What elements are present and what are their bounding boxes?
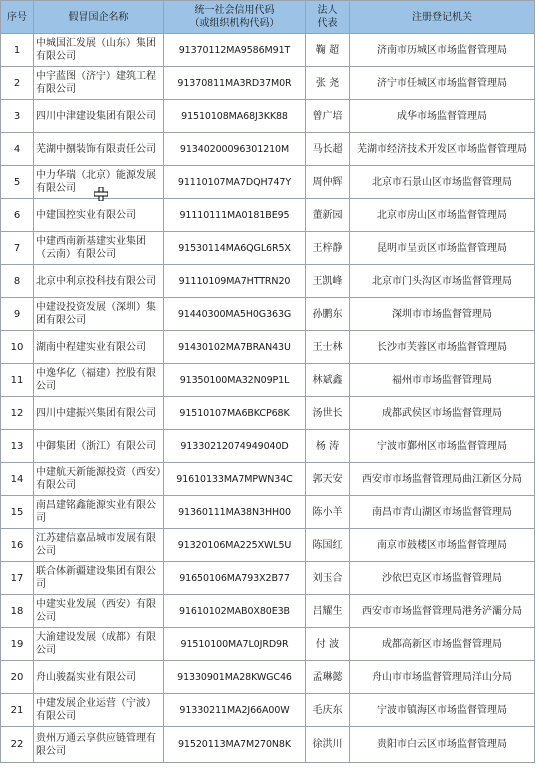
header-code-line2: （或组织机构代码） [189, 18, 280, 29]
header-rep-line2: 代表 [317, 18, 338, 29]
table-row [1, 562, 535, 595]
cell-credit-code: 91370112MA9586M91T [164, 34, 306, 67]
cell-legal-rep: 孟琳懿 [306, 661, 350, 694]
cell-authority: 成华市场监督管理局 [350, 100, 535, 133]
table-row [1, 661, 535, 694]
cell-no: 12 [1, 397, 34, 430]
table-row [1, 298, 535, 331]
cell-credit-code: 91330901MA28KWGC46 [164, 661, 306, 694]
cell-legal-rep: 曾广培 [306, 100, 350, 133]
cell-credit-code: 91610102MAB0X80E3B [164, 595, 306, 628]
cell-credit-code: 91530114MA6QGL6R5X [164, 232, 306, 265]
cell-credit-code: 91650106MA793X2B77 [164, 562, 306, 595]
cell-credit-code: 91330211MA2J66A00W [164, 694, 306, 727]
cell-credit-code: 91510100MA7L0JRD9R [164, 628, 306, 661]
cell-no: 2 [1, 67, 34, 100]
cell-company-name: 舟山骏磊实业有限公司 [34, 661, 164, 694]
table-row [1, 496, 535, 529]
cell-legal-rep: 林斌鑫 [306, 364, 350, 397]
cell-company-name: 江苏建信嘉品城市发展有限公司 [34, 529, 164, 562]
cell-credit-code: 91430102MA7BRAN43U [164, 331, 306, 364]
cell-legal-rep: 徐洪川 [306, 727, 350, 763]
cell-company-name: 四川中建振兴集团有限公司 [34, 397, 164, 430]
table-row [1, 67, 535, 100]
cell-company-name: 南昌建铭鑫能源实业有限公司 [34, 496, 164, 529]
cell-no: 22 [1, 727, 34, 763]
table-row [1, 628, 535, 661]
cell-legal-rep: 郭天安 [306, 463, 350, 496]
cell-authority: 宁波市镇海区市场监督管理局 [350, 694, 535, 727]
cell-legal-rep: 马长超 [306, 133, 350, 166]
table-row [1, 430, 535, 463]
cell-authority: 南昌市青山湖区市场监督管理局 [350, 496, 535, 529]
table-row [1, 232, 535, 265]
header-no: 序号 [1, 1, 34, 34]
cell-legal-rep: 王士林 [306, 331, 350, 364]
cell-no: 11 [1, 364, 34, 397]
table-row [1, 463, 535, 496]
cell-authority: 贵阳市白云区市场监督管理局 [350, 727, 535, 763]
cell-authority: 济宁市任城区市场监督管理局 [350, 67, 535, 100]
cell-credit-code: 91610133MA7MPWN34C [164, 463, 306, 496]
table-row [1, 364, 535, 397]
cell-no: 18 [1, 595, 34, 628]
cell-credit-code: 91110107MA7DQH747Y [164, 166, 306, 199]
cell-legal-rep: 周仲辉 [306, 166, 350, 199]
cell-authority: 深圳市市场监督管理局 [350, 298, 535, 331]
cell-legal-rep: 付 波 [306, 628, 350, 661]
cell-authority: 北京市门头沟区市场监督管理局 [350, 265, 535, 298]
cell-legal-rep: 张 尧 [306, 67, 350, 100]
cell-legal-rep: 刘玉合 [306, 562, 350, 595]
cell-legal-rep: 杨 涛 [306, 430, 350, 463]
cell-company-name: 中建航天新能源投资（西安）有限公司 [34, 463, 164, 496]
cell-credit-code: 91510108MA68J3KK88 [164, 100, 306, 133]
table-row [1, 166, 535, 199]
table-row [1, 265, 535, 298]
cell-authority: 西安市市场监督管理局港务浐灞分局 [350, 595, 535, 628]
cell-credit-code: 91110109MA7HTTRN20 [164, 265, 306, 298]
cell-company-name: 中逸华亿（福建）控股有限公司 [34, 364, 164, 397]
cell-no: 3 [1, 100, 34, 133]
cell-no: 4 [1, 133, 34, 166]
header-row [1, 1, 535, 34]
cell-legal-rep: 鞠 超 [306, 34, 350, 67]
cell-authority: 芜湖市经济技术开发区市场监督管理局 [350, 133, 535, 166]
cell-no: 16 [1, 529, 34, 562]
cell-company-name: 中城国汇发展（山东）集团有限公司 [34, 34, 164, 67]
cell-no: 8 [1, 265, 34, 298]
cell-credit-code: 91110111MA0181BE95 [164, 199, 306, 232]
cell-company-name: 联合体新疆建设集团有限公司 [34, 562, 164, 595]
cell-credit-code: 91440300MA5H0G363G [164, 298, 306, 331]
cell-company-name: 芜湖中捌装饰有限责任公司 [34, 133, 164, 166]
cell-credit-code: 91360111MA38N3HH00 [164, 496, 306, 529]
cell-authority: 南京市鼓楼区市场监督管理局 [350, 529, 535, 562]
cell-no: 15 [1, 496, 34, 529]
cell-company-name: 中建国控实业有限公司 [34, 199, 164, 232]
table-row [1, 331, 535, 364]
cell-authority: 成都武侯区市场监督管理局 [350, 397, 535, 430]
cell-credit-code: 91350100MA32N09P1L [164, 364, 306, 397]
cell-authority: 北京市石景山区市场监督管理局 [350, 166, 535, 199]
cell-no: 20 [1, 661, 34, 694]
cell-no: 5 [1, 166, 34, 199]
cell-credit-code: 91520113MA7M270N8K [164, 727, 306, 763]
cell-credit-code: 91340200096301210M [164, 133, 306, 166]
cell-authority: 福州市市场监督管理局 [350, 364, 535, 397]
cell-legal-rep: 毛庆东 [306, 694, 350, 727]
cell-no: 14 [1, 463, 34, 496]
cell-legal-rep: 汤世长 [306, 397, 350, 430]
cell-authority: 沙依巴克区市场监督管理局 [350, 562, 535, 595]
cell-authority: 成都高新区市场监督管理局 [350, 628, 535, 661]
cell-company-name: 大渝建设发展（成都）有限公司 [34, 628, 164, 661]
table-row [1, 100, 535, 133]
cell-credit-code: 91320106MA225XWL5U [164, 529, 306, 562]
cell-no: 19 [1, 628, 34, 661]
cell-authority: 宁波市鄞州区市场监督管理局 [350, 430, 535, 463]
cell-no: 10 [1, 331, 34, 364]
cell-company-name: 贵州万通云享供应链管理有限公司 [34, 727, 164, 763]
cell-authority: 长沙市芙蓉区市场监督管理局 [350, 331, 535, 364]
table-row [1, 727, 535, 763]
cell-authority: 济南市历城区市场监督管理局 [350, 34, 535, 67]
cell-company-name: 四川中津建设集团有限公司 [34, 100, 164, 133]
cell-no: 6 [1, 199, 34, 232]
cell-no: 17 [1, 562, 34, 595]
header-code [164, 1, 306, 34]
cell-company-name: 中建发展企业运营（宁波）有限公司 [34, 694, 164, 727]
cell-company-name: 中御集团（浙江）有限公司 [34, 430, 164, 463]
cell-legal-rep: 陈国红 [306, 529, 350, 562]
cell-company-name: 中力华瑞（北京）能源发展有限公司 [34, 166, 164, 199]
table-row [1, 199, 535, 232]
cell-no: 7 [1, 232, 34, 265]
header-name: 假冒国企名称 [34, 1, 164, 34]
cell-legal-rep: 孙鹏东 [306, 298, 350, 331]
table-body [1, 34, 535, 763]
cell-credit-code: 91370811MA3RD37M0R [164, 67, 306, 100]
cell-authority: 北京市房山区市场监督管理局 [350, 199, 535, 232]
header-rep-line1: 法人 [317, 5, 338, 16]
cell-authority: 昆明市呈贡区市场监督管理局 [350, 232, 535, 265]
cell-credit-code: 91510107MA6BKCP68K [164, 397, 306, 430]
cell-no: 21 [1, 694, 34, 727]
cell-no: 13 [1, 430, 34, 463]
header-authority: 注册登记机关 [350, 1, 535, 34]
header-rep [306, 1, 350, 34]
cell-credit-code: 91330212074949040D [164, 430, 306, 463]
cell-company-name: 中建西南新基建实业集团（云南）有限公司 [34, 232, 164, 265]
table-row [1, 595, 535, 628]
cell-no: 1 [1, 34, 34, 67]
cell-no: 9 [1, 298, 34, 331]
cell-company-name: 湖南中程建实业有限公司 [34, 331, 164, 364]
table-row [1, 529, 535, 562]
cell-company-name: 中建实业发展（西安）有限公司 [34, 595, 164, 628]
table-row [1, 694, 535, 727]
header-code-line1: 统一社会信用代码 [194, 5, 275, 16]
cell-legal-rep: 陈小羊 [306, 496, 350, 529]
cell-legal-rep: 董新园 [306, 199, 350, 232]
cell-authority: 舟山市市场监督管理局洋山分局 [350, 661, 535, 694]
cell-legal-rep: 王梓静 [306, 232, 350, 265]
cell-company-name: 中建设投资发展（深圳）集团有限公司 [34, 298, 164, 331]
table-row [1, 133, 535, 166]
table-row [1, 397, 535, 430]
table-row [1, 34, 535, 67]
cell-company-name: 中宇蓝图（济宁）建筑工程有限公司 [34, 67, 164, 100]
cell-authority: 西安市市场监督管理局曲江新区分局 [350, 463, 535, 496]
cell-company-name: 北京中利京投科技有限公司 [34, 265, 164, 298]
cell-legal-rep: 王凯峰 [306, 265, 350, 298]
cell-legal-rep: 吕耀生 [306, 595, 350, 628]
